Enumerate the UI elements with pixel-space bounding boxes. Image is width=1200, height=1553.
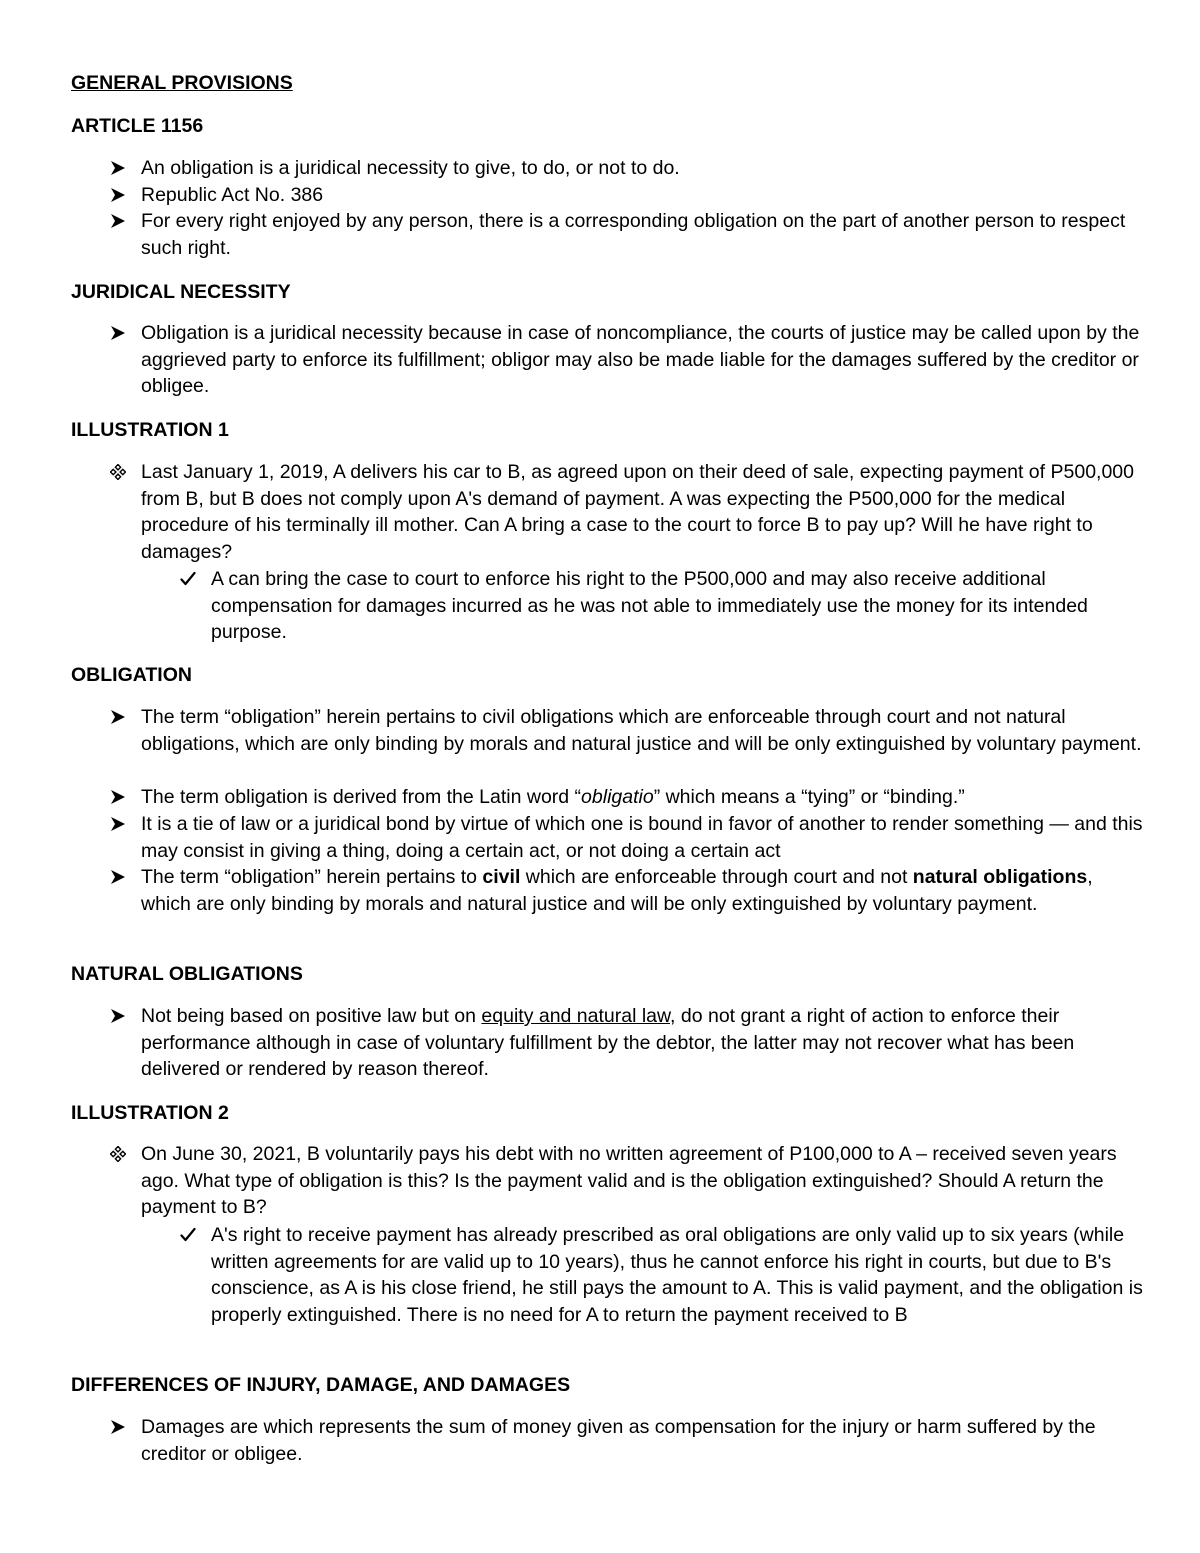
juridical-necessity-heading: JURIDICAL NECESSITY [71,281,291,303]
arrowhead-bullet-icon [106,155,130,182]
arrowhead-bullet-icon [106,784,130,811]
arrowhead-bullet-icon [106,182,130,209]
bold-term: natural obligations [912,866,1088,888]
text-segment: The term “obligation” herein pertains to [141,866,483,888]
list-item-text: The term “obligation” herein pertains to civil obligations which are enforceable through court and not natural obligations, which are only binding by morals and natural justice and will be only extinguished by voluntary payment. [141,706,1142,755]
four-diamond-bullet-icon [106,1141,130,1168]
text-segment: , do not grant a right of action to enforce their performance although in case of voluntary fulfillment by the debtor, the latter may not recover what has been delivered or rendered by reason thereof. [141,1005,1075,1081]
underlined-term: equity and natural law [481,1005,671,1027]
answer-text: A's right to receive payment has already prescribed as oral obligations are only valid up to six years (while written agreements for are valid up to 10 years), thus he cannot enforce his right in courts, but due to B's conscience, as A is his close friend, he still pays the amount to A. This is valid payment, and the obligation is properly extinguished. There is no need for A to return the payment received to B [211,1224,1143,1326]
text-segment: which are enforceable through court and not [520,866,913,888]
list-item-text: For every right enjoyed by any person, there is a corresponding obligation on the part of another person to respect such right. [141,210,1126,259]
natural-obligations-heading: NATURAL OBLIGATIONS [71,963,303,985]
list-item-text: An obligation is a juridical necessity to give, to do, or not to do. [141,157,680,179]
obligation-heading: OBLIGATION [71,664,192,686]
answer-text: A can bring the case to court to enforce his right to the P500,000 and may also receive additional compensation for damages incurred as he was not able to immediately use the money for its intended purpose. [211,568,1088,644]
text-segment: Not being based on positive law but on [141,1005,482,1027]
arrowhead-bullet-icon [106,811,130,838]
list-item-text [141,784,1146,811]
illustration-2-heading: ILLUSTRATION 2 [71,1102,229,1124]
checkmark-bullet-icon [176,1222,200,1249]
illustration-1-heading: ILLUSTRATION 1 [71,419,229,441]
checkmark-bullet-icon [176,566,200,593]
arrowhead-bullet-icon [106,208,130,235]
list-item-text [141,1003,1146,1083]
arrowhead-bullet-icon [106,864,130,891]
text-segment: ” which means a “tying” or “binding.” [653,786,965,808]
list-item-text: Damages are which represents the sum of money given as compensation for the injury or harm suffered by the creditor or obligee. [141,1416,1096,1465]
list-item-text: Republic Act No. 386 [141,184,324,206]
list-item-text: It is a tie of law or a juridical bond by virtue of which one is bound in favor of another to render something — and this may consist in giving a thing, doing a certain act, or not doing a certain act [141,813,1143,862]
arrowhead-bullet-icon [106,704,130,731]
arrowhead-bullet-icon [106,1414,130,1441]
latin-term: obligatio [581,786,654,808]
question-text: Last January 1, 2019, A delivers his car to B, as agreed upon on their deed of sale, expecting payment of P500,000 from B, but B does not comply upon A's demand of payment. A was expecting the P500,000 for the medical procedure of his terminally ill mother. Can A bring a case to the court to force B to pay up? Will he have right to damages? [141,461,1134,563]
text-segment: The term obligation is derived from the Latin word “ [141,786,582,808]
four-diamond-bullet-icon [106,459,130,486]
arrowhead-bullet-icon [106,320,130,347]
general-provisions-heading: GENERAL PROVISIONS [71,72,293,94]
question-text: On June 30, 2021, B voluntarily pays his debt with no written agreement of P100,000 to A – received seven years ago. What type of obligation is this? Is the payment valid and is the obligation extinguished? Should A return the payment to B? [141,1143,1117,1219]
bold-term: civil [482,866,521,888]
article-1156-heading: ARTICLE 1156 [71,115,204,137]
arrowhead-bullet-icon [106,1003,130,1030]
list-item-text: Obligation is a juridical necessity because in case of noncompliance, the courts of justice may be called upon by the aggrieved party to enforce its fulfillment; obligor may also be made liable for the damages suffered by the creditor or obligee. [141,322,1140,398]
list-item-text [141,864,1146,917]
differences-heading: DIFFERENCES OF INJURY, DAMAGE, AND DAMAGES [71,1374,571,1396]
text-segment: , which are only binding by morals and natural justice and will be only extinguished by voluntary payment. [141,866,1093,915]
